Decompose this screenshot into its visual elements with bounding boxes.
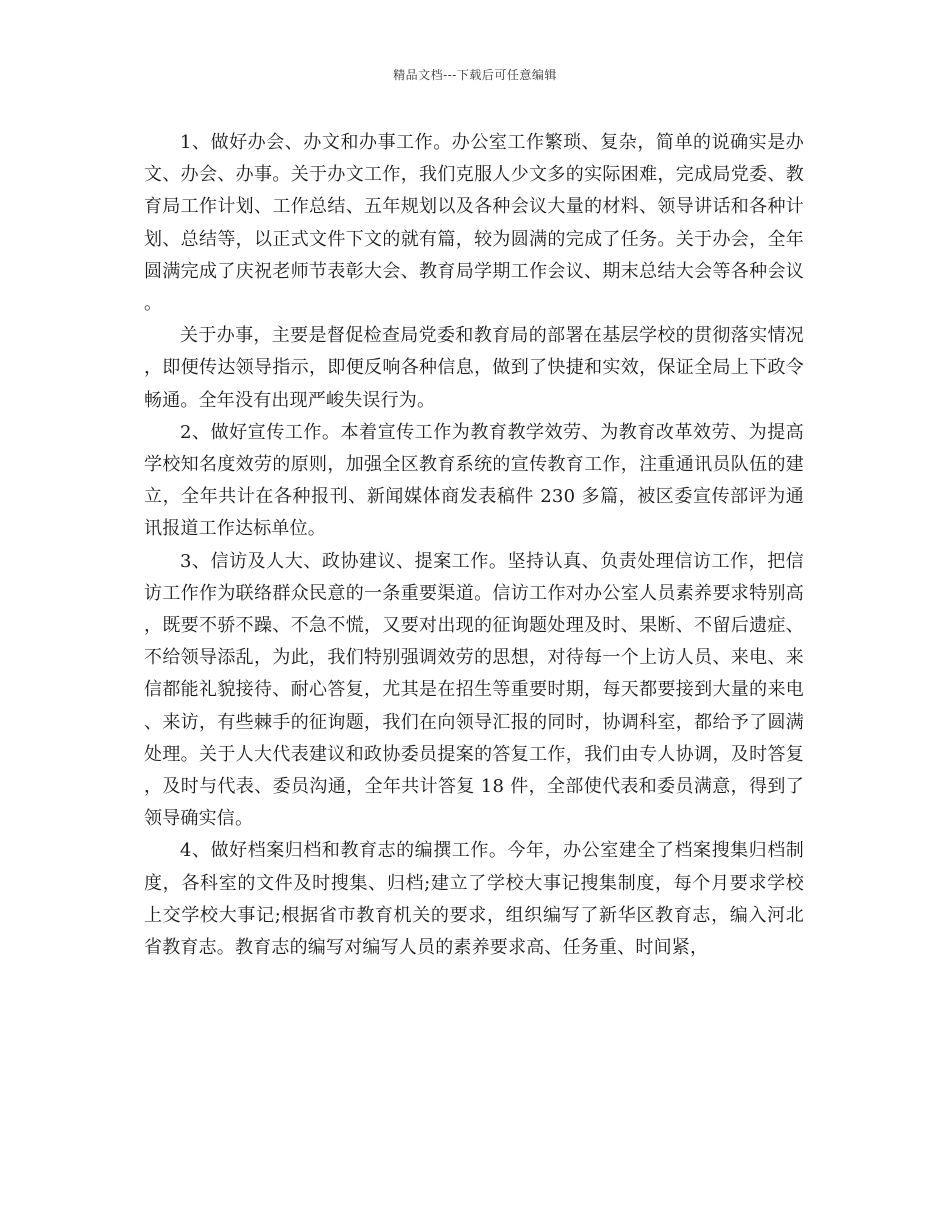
paragraph-5: 4、做好档案归档和教育志的编撰工作。今年，办公室建全了档案搜集归档制度，各科室的文件及时搜集、归档;建立了学校大事记搜集制度，每个月要求学校上交学校大事记;根据省市教育机关的要求，组织编写了新华区教育志，编入河北省教育志。教育志的编写对编写人员的素养要求高、任务重、时间紧， <box>144 840 804 959</box>
paragraph-4: 3、信访及人大、政协建议、提案工作。坚持认真、负责处理信访工作，把信访工作作为联络群众民意的一条重要渠道。信访工作对办公室人员素养要求特别高，既要不骄不躁、不急不慌，又要对出现的征询题处理及时、果断、不留后遗症、不给领导添乱，为此，我们特别强调效劳的思想，对待每一个上访人员、来电、来信都能礼貌接待、耐心答复，尤其是在招生等重要时期，每天都要接到大量的来电、来访，有些棘手的征询题，我们在向领导汇报的同时，协调科室，都给予了圆满处理。关于人大代表建议和政协委员提案的答复工作，我们由专人协调，及时答复，及时与代表、委员沟通，全年共计答复 18 件，全部使代表和委员满意，得到了领导确实信。 <box>144 550 804 830</box>
page-header: 精品文档---下载后可任意编辑 <box>393 68 557 82</box>
paragraph-3: 2、做好宣传工作。本着宣传工作为教育教学效劳、为教育改革效劳、为提高学校知名度效劳的原则，加强全区教育系统的宣传教育工作，注重通讯员队伍的建立，全年共计在各种报刊、新闻媒体商发表稿件 230 多篇，被区委宣传部评为通讯报道工作达标单位。 <box>144 421 804 540</box>
paragraph-1: 1、做好办会、办文和办事工作。办公室工作繁琐、复杂，简单的说确实是办文、办会、办事。关于办文工作，我们克服人少文多的实际困难，完成局党委、教育局工作计划、工作总结、五年规划以及各种会议大量的材料、领导讲话和各种计划、总结等，以正式文件下文的就有篇，较为圆满的完成了任务。关于办会，全年圆满完成了庆祝老师节表彰大会、教育局学期工作会议、期末总结大会等各种会议。 <box>144 132 804 315</box>
paragraph-2: 关于办事，主要是督促检查局党委和教育局的部署在基层学校的贯彻落实情况，即便传达领导指示，即便反响各种信息，做到了快捷和实效，保证全局上下政令畅通。全年没有出现严峻失误行为。 <box>144 325 804 411</box>
document-body <box>144 127 804 964</box>
